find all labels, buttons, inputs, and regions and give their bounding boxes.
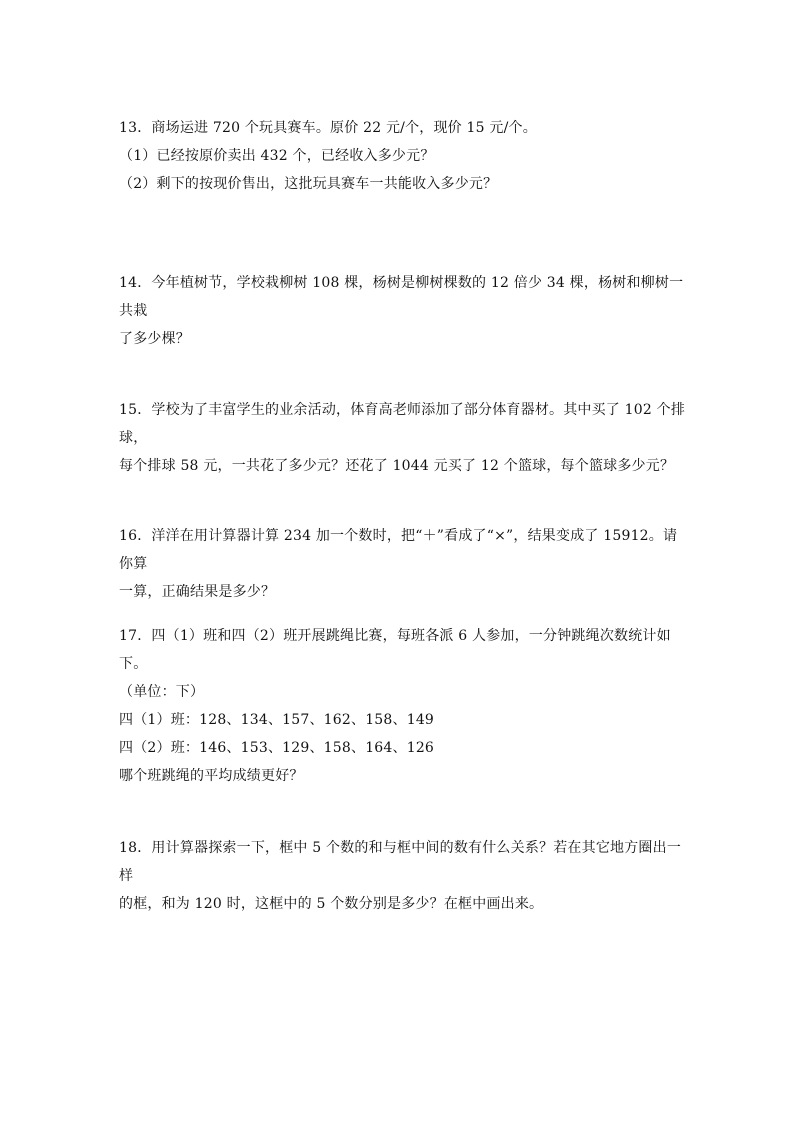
question-15-line-1: 15．学校为了丰富学生的业余活动，体育高老师添加了部分体育器材。其中买了 102 个排球， (119, 402, 686, 446)
question-15-line-2: 每个排球 58 元，一共花了多少元？还花了 1044 元买了 12 个篮球，每个篮球多少元？ (119, 458, 675, 474)
question-17-unit: （单位：下） (119, 684, 205, 700)
question-13-part-1: （1）已经按原价卖出 432 个，已经收入多少元？ (119, 148, 435, 164)
question-13-part-2: （2）剩下的按现价售出，这批玩具赛车一共能收入多少元？ (119, 176, 498, 192)
question-16-line-1: 16．洋洋在用计算器计算 234 加一个数时，把“＋”看成了“×”，结果变成了 15912。请你算 (119, 528, 678, 572)
question-18-line-1: 18．用计算器探索一下，框中 5 个数的和与框中间的数有什么关系？若在其它地方圈出一样 (119, 840, 682, 884)
question-17-prompt: 哪个班跳绳的平均成绩更好？ (119, 768, 304, 784)
question-17-class-1-data: 四（1）班：128、134、157、162、158、149 (119, 712, 435, 728)
question-16 (119, 522, 689, 606)
question-15 (119, 396, 689, 480)
question-14 (119, 269, 689, 353)
question-18-line-2: 的框，和为 120 时，这框中的 5 个数分别是多少？在框中画出来。 (119, 896, 544, 912)
question-13-stem: 13．商场运进 720 个玩具赛车。原价 22 元/个，现价 15 元/个。 (119, 120, 537, 136)
question-14-line-2: 了多少棵？ (119, 331, 190, 347)
question-17 (119, 622, 689, 790)
question-14-line-1: 14．今年植树节，学校栽柳树 108 棵，杨树是柳树棵数的 12 倍少 34 棵，杨树和柳树一共栽 (119, 275, 684, 319)
question-17-stem: 17．四（1）班和四（2）班开展跳绳比赛，每班各派 6 人参加，一分钟跳绳次数统计如下。 (119, 628, 671, 672)
question-13 (119, 114, 689, 198)
question-18 (119, 834, 689, 918)
question-16-line-2: 一算，正确结果是多少？ (119, 584, 276, 600)
question-17-class-2-data: 四（2）班：146、153、129、158、164、126 (119, 740, 435, 756)
